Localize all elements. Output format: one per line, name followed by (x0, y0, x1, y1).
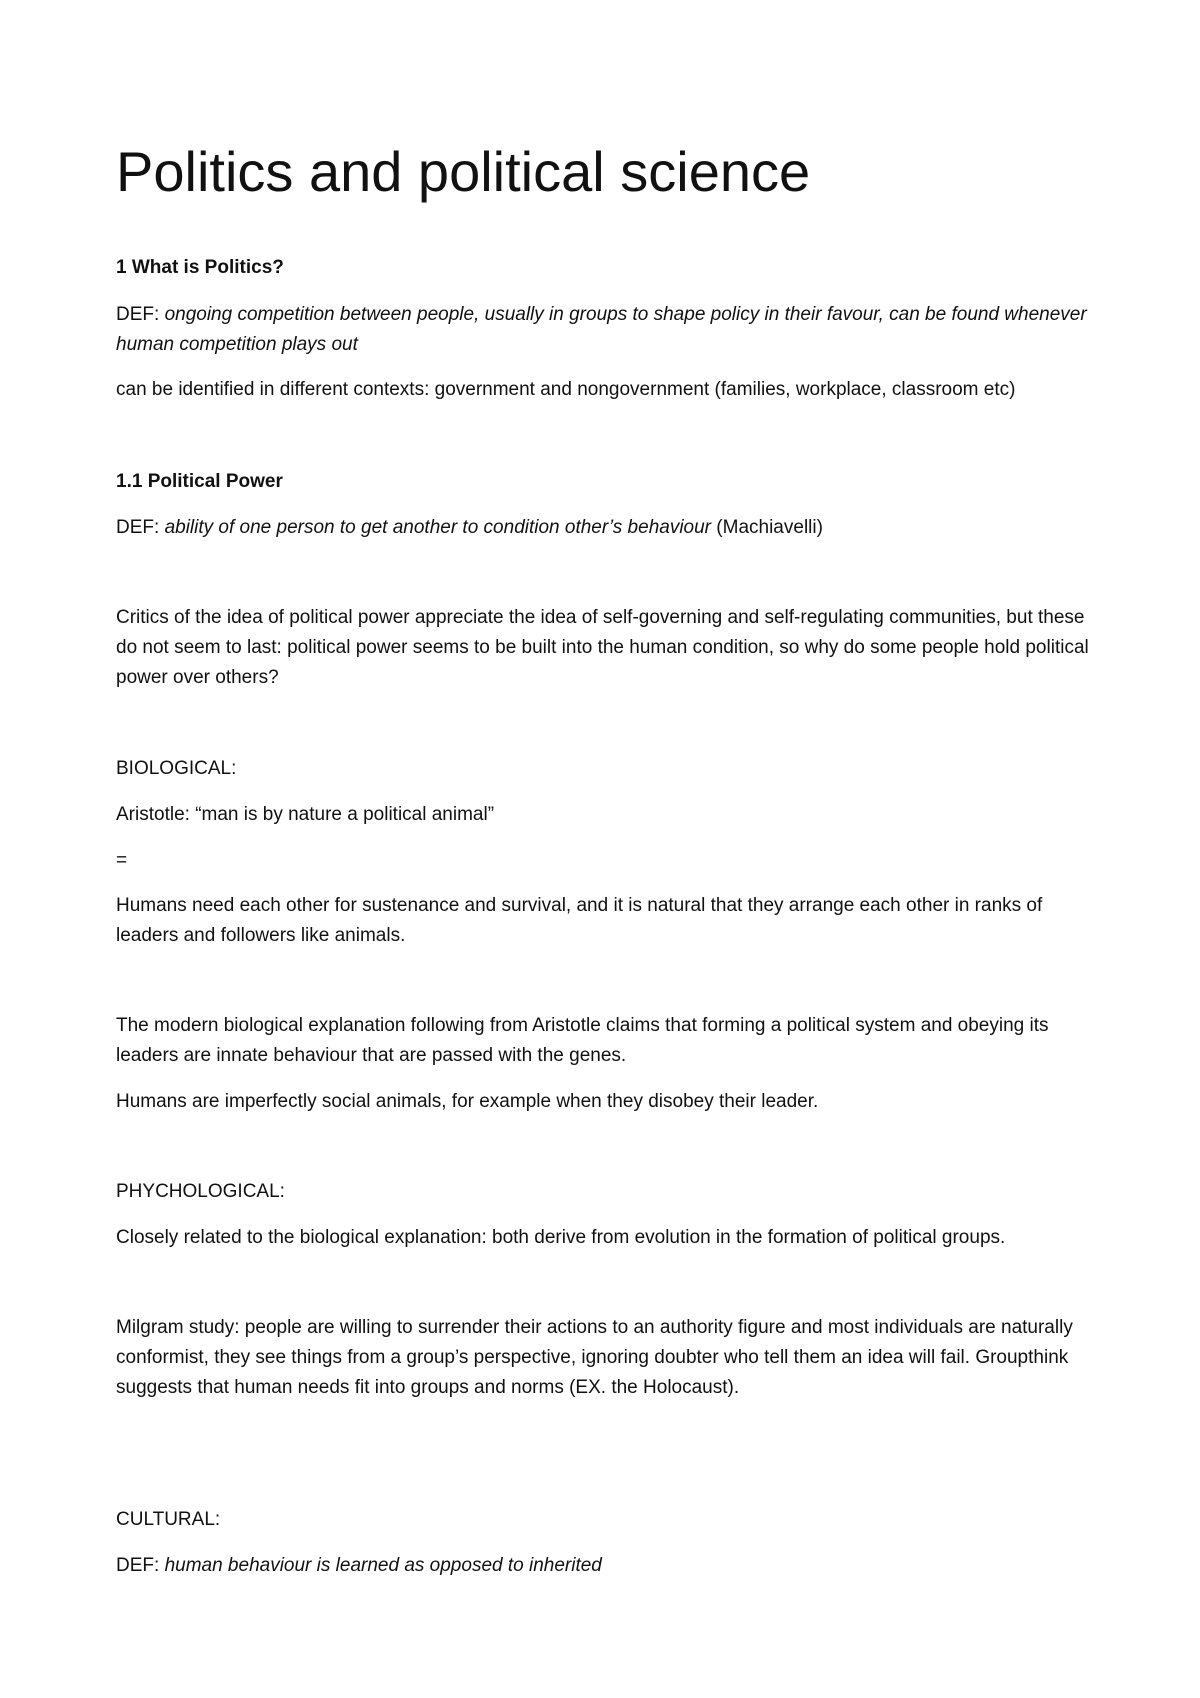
biological-label: BIOLOGICAL: (116, 758, 237, 779)
def-text: ongoing competition between people, usually in groups to shape policy in their favour, can be found whenever human competition plays out (116, 304, 1087, 355)
definition-cultural (116, 1551, 1096, 1581)
psychological-related: Closely related to the biological explanation: both derive from evolution in the formation of political groups. (116, 1227, 1006, 1248)
def-attribution: (Machiavelli) (711, 517, 823, 538)
cultural-label: CULTURAL: (116, 1509, 221, 1530)
imperfect-social-paragraph: Humans are imperfectly social animals, for example when they disobey their leader. (116, 1091, 819, 1112)
critics-paragraph: Critics of the idea of political power appreciate the idea of self-governing and self-regulating communities, but these do not seem to last: political power seems to be built into the human condition, so why do some people hold political power over others? (116, 607, 1089, 688)
equals-sign: = (116, 850, 128, 871)
def-text: human behaviour is learned as opposed to inherited (164, 1555, 602, 1576)
section-heading-political-power: 1.1 Political Power (116, 471, 283, 492)
def-label: DEF: (116, 517, 165, 538)
milgram-paragraph: Milgram study: people are willing to surrender their actions to an authority figure and most individuals are naturally conformist, they see things from a group’s perspective, ignoring doubter who tell them an idea will fail. Groupthink suggests that human needs fit into groups and norms (EX. the Holocaust). (116, 1317, 1073, 1398)
definition-political-power (116, 513, 1096, 543)
document-title: Politics and political science (116, 140, 811, 203)
definition-politics (116, 300, 1096, 360)
modern-biological-paragraph: The modern biological explanation following from Aristotle claims that forming a political system and obeying its leaders are innate behaviour that are passed with the genes. (116, 1015, 1049, 1066)
def-label: DEF: (116, 304, 165, 325)
aristotle-quote: Aristotle: “man is by nature a political animal” (116, 804, 495, 825)
section-heading-what-is-politics: 1 What is Politics? (116, 257, 284, 278)
psychological-label: PHYCHOLOGICAL: (116, 1181, 285, 1202)
contexts-paragraph: can be identified in different contexts: government and nongovernment (families, workplace, classroom etc) (116, 379, 1016, 400)
biological-explanation: Humans need each other for sustenance and survival, and it is natural that they arrange each other in ranks of leaders and followers like animals. (116, 895, 1043, 946)
def-label: DEF: (116, 1555, 165, 1576)
def-text: ability of one person to get another to condition other’s behaviour (164, 517, 712, 538)
